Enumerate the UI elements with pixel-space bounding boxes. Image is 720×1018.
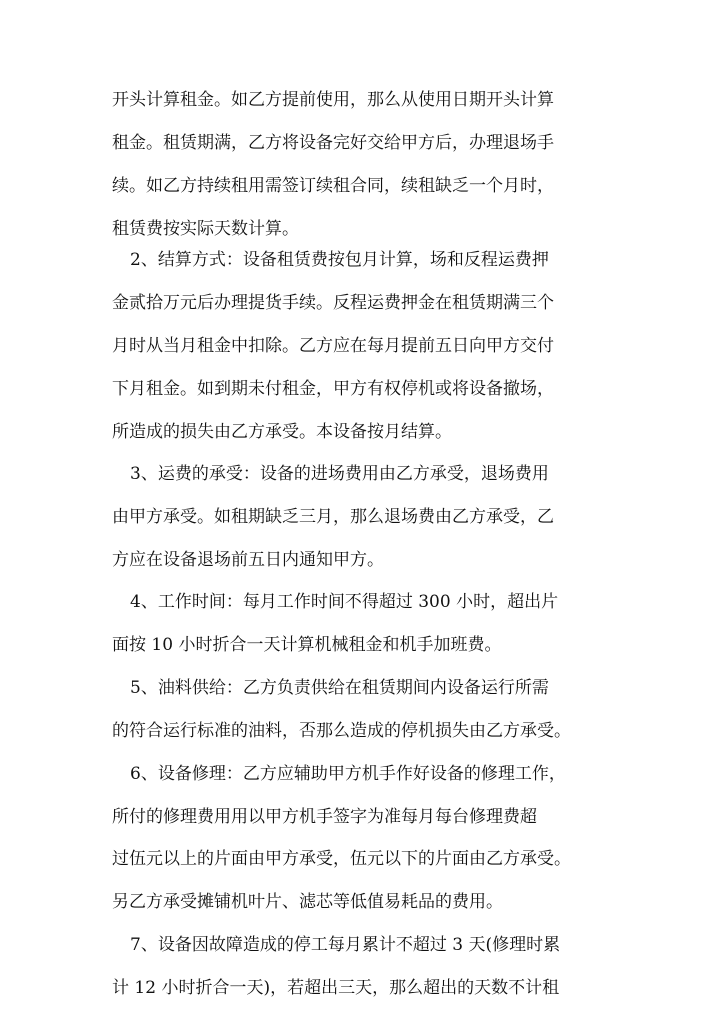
text-line-22: 计 12 小时折合一天)，若超出三天，那么超出的天数不计租	[112, 978, 560, 998]
text-line-15: 5、油料供给：乙方负责供给在租赁期间内设备运行所需	[130, 678, 549, 698]
text-line-9: 所造成的损失由乙方承受。本设备按月结算。	[112, 422, 452, 442]
text-line-6: 金贰拾万元后办理提货手续。反程运费押金在租赁期满三个	[112, 293, 554, 313]
text-line-18: 所付的修理费用用以甲方机手签字为准每月每台修理费超	[112, 807, 537, 827]
text-line-7: 月时从当月租金中扣除。乙方应在每月提前五日向甲方交付	[112, 336, 554, 356]
text-line-4: 租赁费按实际天数计算。	[112, 219, 299, 239]
text-line-21: 7、设备因故障造成的停工每月累计不超过 3 天(修理时累	[130, 935, 561, 955]
text-line-3: 续。如乙方持续租用需签订续租合同，续租缺乏一个月时，	[112, 176, 554, 196]
text-line-16: 的符合运行标准的油料，否那么造成的停机损失由乙方承受。	[112, 721, 571, 741]
text-line-8: 下月租金。如到期未付租金，甲方有权停机或将设备撤场，	[112, 379, 554, 399]
text-line-11: 由甲方承受。如租期缺乏三月，那么退场费由乙方承受，乙	[112, 507, 554, 527]
text-line-1: 开头计算租金。如乙方提前使用，那么从使用日期开头计算	[112, 90, 554, 110]
text-line-14: 面按 10 小时折合一天计算机械租金和机手加班费。	[112, 635, 502, 655]
text-line-17: 6、设备修理：乙方应辅助甲方机手作好设备的修理工作，	[130, 764, 566, 784]
text-line-2: 租金。租赁期满，乙方将设备完好交给甲方后，办理退场手	[112, 133, 554, 153]
text-line-12: 方应在设备退场前五日内通知甲方。	[112, 550, 384, 570]
text-line-10: 3、运费的承受：设备的进场费用由乙方承受，退场费用	[130, 464, 549, 484]
text-line-19: 过伍元以上的片面由甲方承受，伍元以下的片面由乙方承受。	[112, 849, 571, 869]
text-line-20: 另乙方承受摊铺机叶片、滤芯等低值易耗品的费用。	[112, 892, 503, 912]
text-line-5: 2、结算方式：设备租赁费按包月计算，场和反程运费押	[130, 250, 549, 270]
text-line-13: 4、工作时间：每月工作时间不得超过 300 小时，超出片	[130, 592, 559, 612]
